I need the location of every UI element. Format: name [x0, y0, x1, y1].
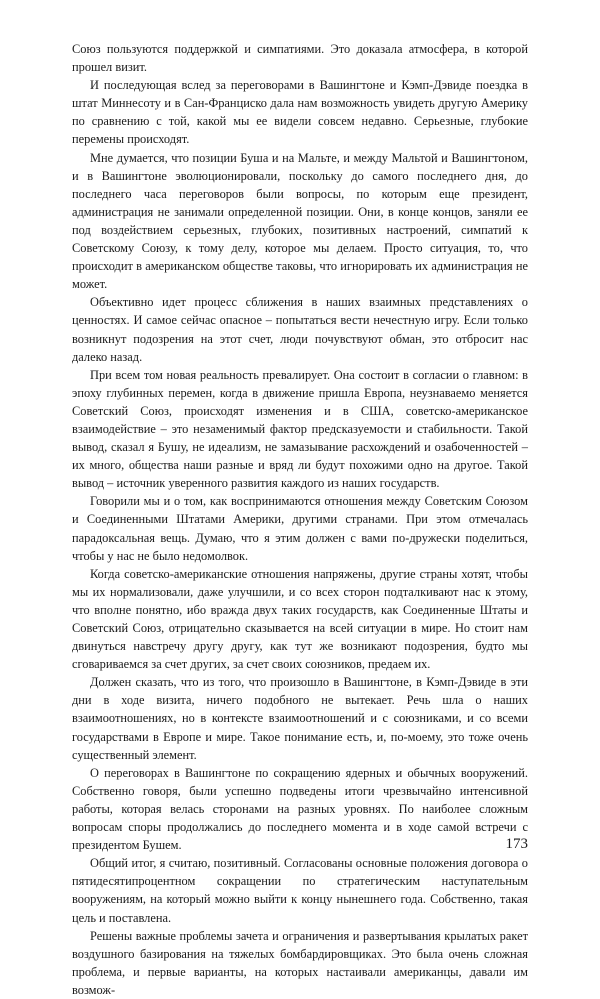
paragraph: Союз пользуются поддержкой и симпатиями. Это доказала атмосфера, в которой прошел визит.: [72, 42, 528, 75]
paragraph: Говорили мы и о том, как воспринимаются отношения между Советским Союзом и Соединенными Штатами Америки, другими странами. При этом отмечалась парадоксальная вещь. Думаю, что я этим должен с вами по-дружески поделиться, чтобы у нас не было недомолвок.: [72, 494, 528, 563]
paragraph: Решены важные проблемы зачета и ограничения и развертывания крылатых ракет воздушного базирования на тяжелых бомбардировщиках. Это была очень сложная проблема, и первые варианты, на которых настаивали американцы, давали им возмож-: [72, 928, 528, 997]
body-text: [72, 40, 528, 999]
paragraph: Объективно идет процесс сближения в наших взаимных представлениях о ценностях. И самое сейчас опасное – попытаться вести нечестную игру. Если только возникнут подозрения на этот счет, люди почувствуют обман, это отбросит нас далеко назад.: [72, 295, 528, 364]
paragraph: О переговорах в Вашингтоне по сокращению ядерных и обычных вооружений. Собственно говоря, были успешно подведены итоги чрезвычайно интенсивной работы, которая велась сторонами на разных уровнях. По наиболее сложным вопросам споры продолжались до последнего момента и в ходе самой встречи с президентом Бушем.: [72, 765, 528, 853]
page-number: 173: [505, 836, 528, 852]
paragraph: Когда советско-американские отношения напряжены, другие страны хотят, чтобы мы их нормализовали, даже улучшили, и со всех сторон подталкивают нас к этому, что вполне понятно, ибо вражда двух таких государств, как Соединенные Штаты и Советский Союз, отрицательно сказывается на всей ситуации в мире. Но стоит нам двинуться навстречу другу другу, как тут же возникают подозрения, будто мы сговариваемся за счет других, за счет своих союзников, предаем их.: [72, 566, 528, 672]
paragraph: Мне думается, что позиции Буша и на Мальте, и между Мальтой и Вашингтоном, и в Вашингтоне эволюционировали, поскольку до самого последнего дня, до последнего часа переговоров были вопросы, по которым еще президент, администрация не занимали определенной позиции. Они, в конце концов, заняли ее под воздействием серьезных, глубоких, позитивных настроений, симпатий к Советскому Союзу, к тому делу, которое мы делаем. Просто ситуация, то, что происходит в американском обществе таковы, что игнорировать их администрация не может.: [72, 150, 528, 292]
paragraph: При всем том новая реальность превалирует. Она состоит в согласии о главном: в эпоху глубинных перемен, когда в движение пришла Европа, неузнаваемо меняется Советский Союз, происходят изменения и в США, советско-американское взаимодействие – это незаменимый фактор предсказуемости и стабильности. Такой вывод, сказал я Бушу, не идеализм, не замазывание расхождений и озабоченностей – их много, общества наши разные и вряд ли будут похожими одно на другое. Такой вывод – источник уверенного развития каждого из наших государств.: [72, 367, 528, 491]
paragraph: И последующая вслед за переговорами в Вашингтоне и Кэмп-Дэвиде поездка в штат Миннесоту и в Сан-Франциско дала нам возможность увидеть другую Америку по сравнению с той, какой мы ее видели совсем недавно. Серьезные, глубокие перемены происходят.: [72, 78, 528, 147]
paragraph: Должен сказать, что из того, что произошло в Вашингтоне, в Кэмп-Дэвиде в эти дни в ходе визита, ничего подобного не вытекает. Речь шла о наших взаимоотношениях, но в контексте взаимоотношений и с союзниками, и со всеми государствами в Европе и мире. Такое понимание есть, и, по-моему, это тоже очень существенный элемент.: [72, 675, 528, 762]
paragraph: Общий итог, я считаю, позитивный. Согласованы основные положения договора о пятидесятипроцентном сокращении по стратегическим наступательным вооружениям, на который можно выйти к концу нынешнего года. Собственно, такая цель и поставлена.: [72, 856, 528, 925]
